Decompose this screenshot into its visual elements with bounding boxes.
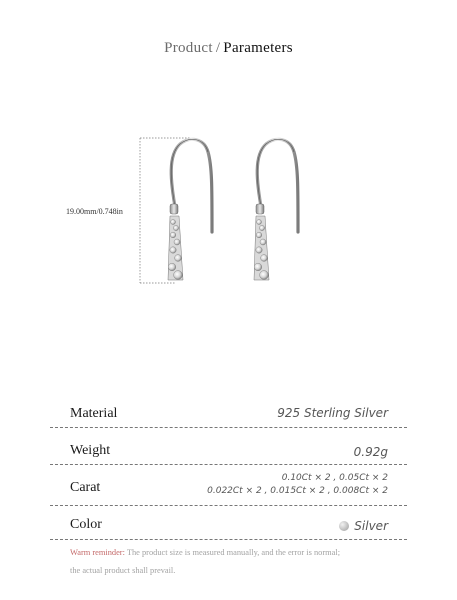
color-value-text: Silver — [354, 519, 388, 533]
note-line-1: The product size is measured manually, and the error is normal; — [126, 548, 341, 557]
spec-value-color — [339, 519, 388, 533]
warm-reminder-note — [70, 547, 400, 559]
divider — [50, 464, 407, 465]
spec-label-weight: Weight — [70, 443, 111, 458]
note-line-2-block — [70, 565, 400, 577]
product-image — [0, 120, 457, 320]
spec-label-color: Color — [70, 517, 102, 532]
title-product: Product — [164, 40, 213, 56]
title-parameters: Parameters — [223, 40, 293, 56]
right-earring-icon — [254, 139, 298, 280]
dimension-bracket — [140, 138, 190, 283]
carat-line-1: 0.10Ct × 2 , 0.05Ct × 2 — [281, 473, 388, 483]
spec-label-carat: Carat — [70, 480, 101, 495]
spec-row-material — [70, 404, 388, 424]
spec-row-weight — [70, 442, 388, 462]
spec-row-carat — [70, 472, 388, 502]
divider — [50, 505, 407, 506]
divider — [50, 427, 407, 428]
page-title — [0, 40, 457, 57]
left-earring-icon — [168, 139, 212, 280]
spec-row-color — [70, 516, 388, 536]
spec-label-material: Material — [70, 406, 118, 421]
color-swatch-icon — [339, 521, 349, 531]
spec-value-weight: 0.92g — [353, 445, 388, 459]
title-separator: / — [215, 40, 221, 56]
note-line-2: the actual product shall prevail. — [70, 566, 176, 575]
carat-line-2: 0.022Ct × 2 , 0.015Ct × 2 , 0.008Ct × 2 — [207, 486, 388, 496]
dimension-label: 19.00mm/0.748in — [66, 207, 123, 216]
spec-value-material: 925 Sterling Silver — [277, 406, 388, 420]
divider — [50, 539, 407, 540]
spec-value-carat — [207, 472, 388, 498]
warm-reminder-label: Warm reminder: — [70, 548, 125, 557]
